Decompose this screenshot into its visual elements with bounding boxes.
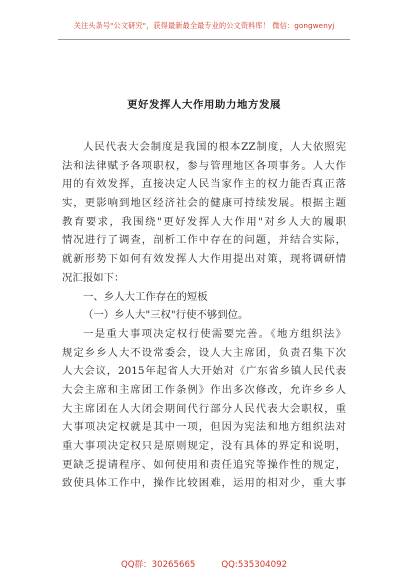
document-title: 更好发挥人大作用助力地方发展: [127, 99, 281, 111]
body-line: 就新形势下如何有效发挥人大作用提出对策，现将调研情: [62, 253, 346, 266]
body-line: 法和法律赋予各项职权，参与管理地区各项事务。人大作: [62, 159, 346, 172]
header-banner: 关注头条号"公文研究"，获得最新最全最专业的公文资料库！ 微信：gongwenyj: [73, 21, 335, 30]
header-divider: [58, 39, 350, 40]
body-line: 况汇报如下：: [62, 271, 125, 284]
body-line: 更缺乏提请程序、如何使用和责任追究等操作性的规定，: [62, 458, 346, 471]
body-line: 一是重大事项决定权行使需要完善。《地方组织法》: [83, 327, 346, 340]
body-line: 大主席团在人大闭会期间代行部分人民代表大会职权，重: [62, 402, 346, 415]
body-line: 大事项决定权就是其中一项，但因为宪法和地方组织法对: [62, 421, 346, 434]
body-line: 大会主席和主席团工作条例》作出多次修改，允许乡乡人: [62, 383, 346, 396]
section-heading: 一、乡人大工作存在的短板: [83, 290, 208, 303]
body-line: 情况进行了调查，剖析工作中存在的问题，并结合实际，: [62, 234, 346, 247]
body-line: 重大事项决定权只是原则规定，没有具体的界定和说明，: [62, 440, 346, 452]
body-line: 规定乡乡人大不设常委会，设人大主席团，负责召集下次: [62, 346, 346, 359]
footer-qq-group: QQ群：30265665: [120, 560, 196, 570]
subsection-heading: （一）乡人大"三权"行使不够到位。: [83, 309, 249, 322]
footer-qq: QQ:535304092: [221, 560, 288, 570]
body-line: 教育要求，我围绕"更好发挥人大作用"对乡人大的履职: [62, 215, 346, 228]
body-line: 实，更影响到地区经济社会的健康可持续发展。根据主题: [62, 197, 346, 210]
body-line: 用的有效发挥，直接决定人民当家作主的权力能否真正落: [62, 178, 346, 191]
body-line: 人大会议，2015年起省人大开始对《广东省乡镇人民代表: [62, 365, 346, 378]
body-line: 致使具体工作中，操作比较困难，运用的相对少，重大事: [62, 477, 346, 490]
body-line: 人民代表大会制度是我国的根本ZZ制度，人大依照宪: [83, 141, 346, 153]
document-body: [62, 138, 346, 493]
footer-contact: [0, 558, 408, 570]
